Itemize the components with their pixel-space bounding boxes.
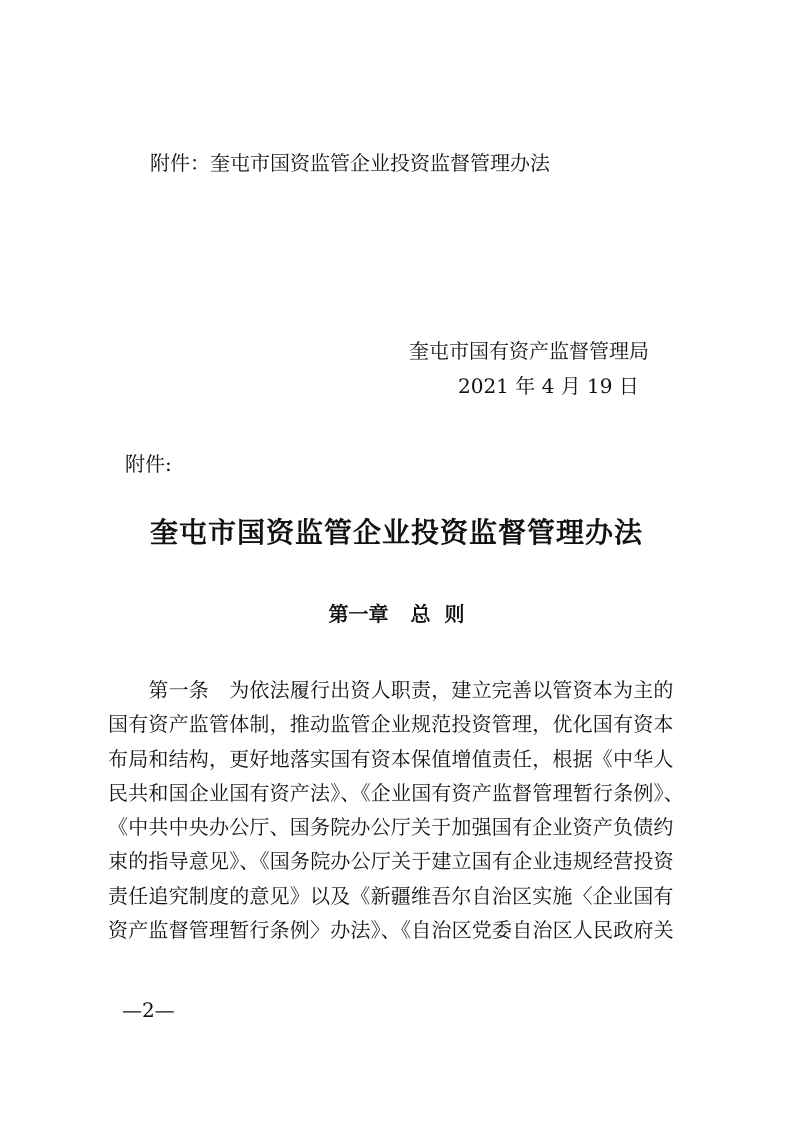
article-line: 民共和国企业国有资产法》、《企业国有资产监督管理暂行条例》、 (108, 780, 684, 805)
article-body (108, 678, 698, 952)
page-number: —2— (122, 998, 175, 1022)
article-line: 责任追究制度的意见》以及《新疆维吾尔自治区实施〈企业国有 (108, 883, 674, 908)
chapter-heading (0, 601, 793, 627)
chapter-number: 第一章 (328, 602, 389, 626)
attachment-heading: 附件：奎屯市国资监管企业投资监督管理办法 (150, 151, 550, 175)
attachment-label: 附件: (125, 452, 172, 476)
article-line: 资产监督管理暂行条例〉办法》、《自治区党委自治区人民政府关 (108, 918, 674, 943)
article-line: 国有资产监管体制，推动监管企业规范投资管理，优化国有资本 (108, 712, 674, 737)
issue-date: 2021 年 4 月 19 日 (458, 374, 639, 398)
article-line: 束的指导意见》、《国务院办公厅关于建立国有企业违规经营投资 (108, 849, 674, 874)
signer-organization: 奎屯市国有资产监督管理局 (409, 339, 649, 363)
article-line: 布局和结构，更好地落实国有资本保值增值责任，根据《中华人 (108, 746, 674, 771)
document-title: 奎屯市国资监管企业投资监督管理办法 (149, 516, 643, 549)
article-line: 《中共中央办公厅、国务院办公厅关于加强国有企业资产负债约 (108, 815, 674, 840)
chapter-name: 总 则 (410, 602, 465, 626)
article-line: 第一条 为依法履行出资人职责，建立完善以管资本为主的 (108, 678, 674, 702)
